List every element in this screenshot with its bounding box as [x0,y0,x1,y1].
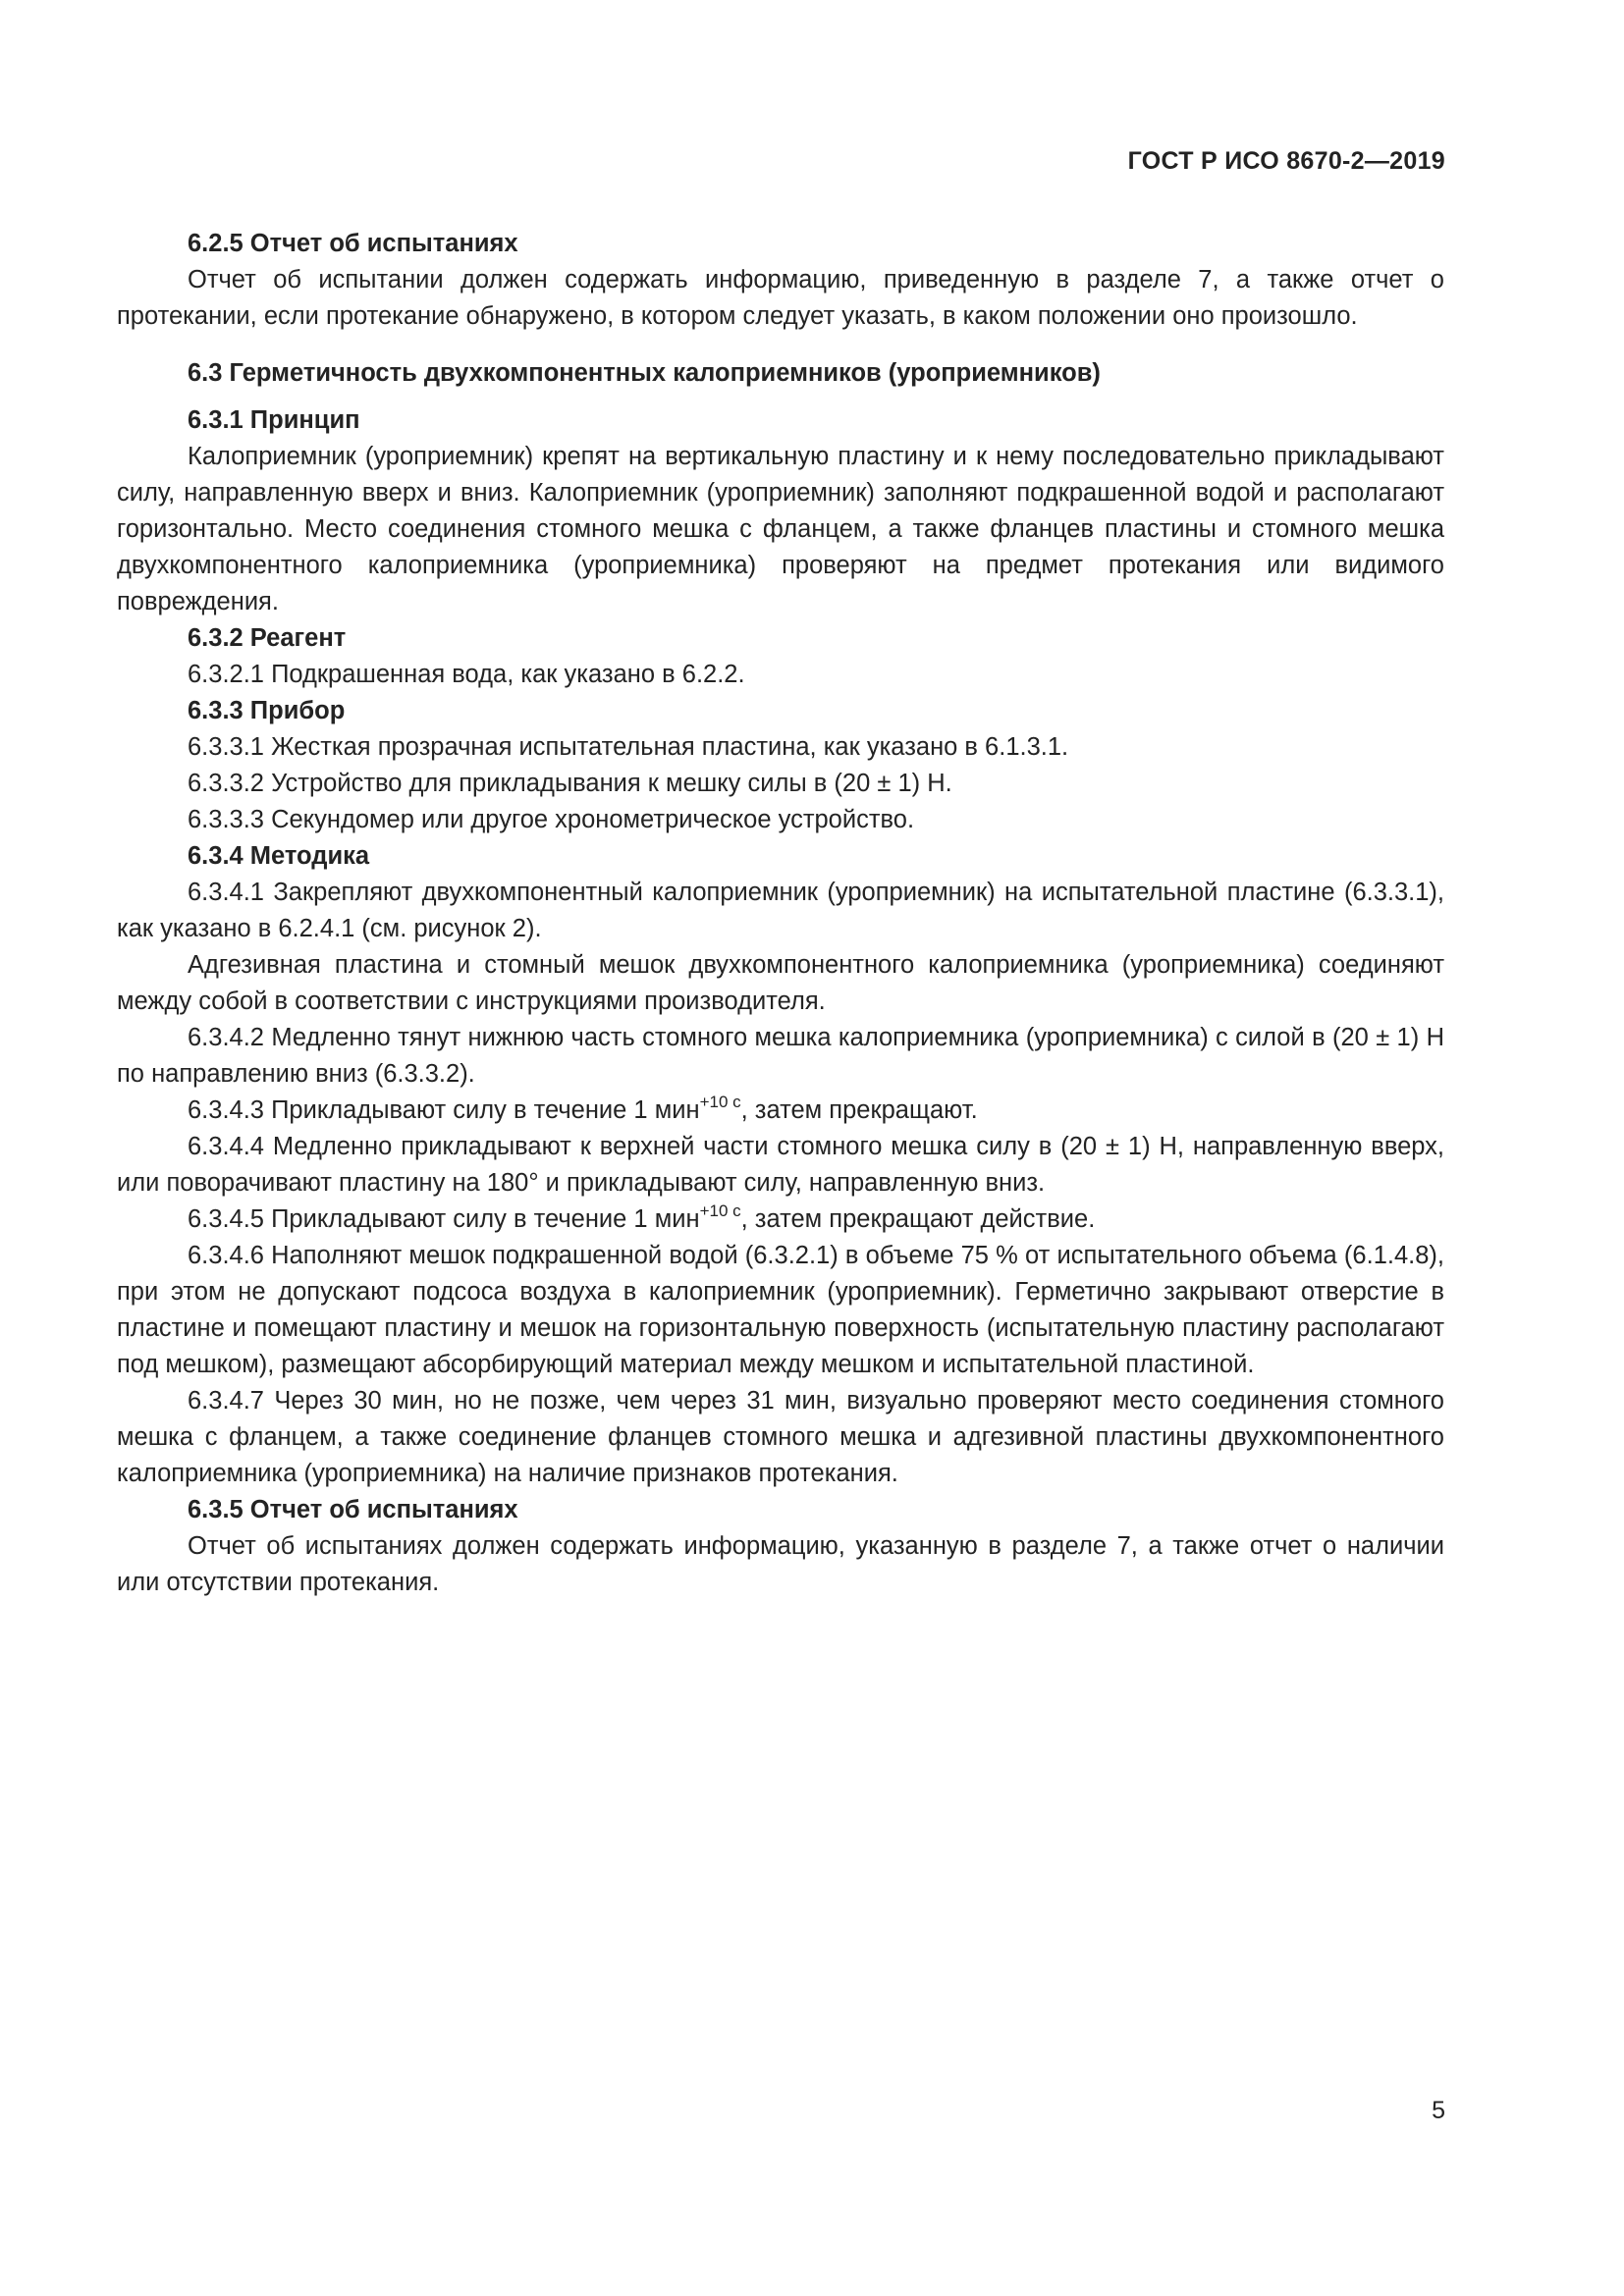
paragraph: 6.3.3.1 Жесткая прозрачная испытательная пластина, как указано в 6.1.3.1. [188,733,1069,761]
section-heading-6-2-5: 6.2.5 Отчет об испытаниях [188,230,518,257]
paragraph-text: 6.3.4.3 Прикладывают силу в течение 1 мин [188,1096,700,1124]
paragraph: 6.3.4.4 Медленно прикладывают к верхней части стомного мешка силу в (20 ± 1) Н, направленную вверх, или поворачивают пластину на 180° и прикладывают силу, направленную вниз. [117,1133,1444,1197]
paragraph: 6.3.4.6 Наполняют мешок подкрашенной водой (6.3.2.1) в объеме 75 % от испытательного объема (6.1.4.8), при этом не допускают подсоса воздуха в калоприемник (уроприемник). Герметично закрывают отверстие в пластине и помещают пластину и мешок на горизонтальную поверхность (испытательную пластину располагают под мешком), размещают абсорбирующий материал между мешком и испытательной пластиной. [117,1242,1444,1378]
paragraph [117,1201,1444,1238]
section-heading-6-3-5: 6.3.5 Отчет об испытаниях [188,1496,518,1523]
paragraph-text: , затем прекращают. [740,1096,978,1124]
paragraph: 6.3.4.7 Через 30 мин, но не позже, чем через 31 мин, визуально проверяют место соединения стомного мешка с фланцем, а также соединение фланцев стомного мешка и адгезивной пластины двухкомпонентного калоприемника (уроприемника) на наличие признаков протекания. [117,1387,1444,1487]
page-content [117,226,1444,1601]
section-heading-6-3-1: 6.3.1 Принцип [188,406,360,434]
page-number: 5 [1432,2097,1445,2124]
paragraph-text: 6.3.4.5 Прикладывают силу в течение 1 мин [188,1205,700,1233]
paragraph: 6.3.4.2 Медленно тянут нижнюю часть стомного мешка калоприемника (уроприемника) с силой в (20 ± 1) Н по направлению вниз (6.3.3.2). [117,1024,1444,1088]
section-heading-6-3: 6.3 Герметичность двухкомпонентных калоприемников (уроприемников) [188,359,1101,387]
standard-designation: ГОСТ Р ИСО 8670-2—2019 [1127,147,1445,175]
paragraph: 6.3.3.3 Секундомер или другое хронометрическое устройство. [188,806,915,833]
paragraph-text: , затем прекращают действие. [740,1205,1096,1233]
paragraph: Отчет об испытаниях должен содержать информацию, указанную в разделе 7, а также отчет о наличии или отсутствии протекания. [117,1532,1444,1596]
section-heading-6-3-3: 6.3.3 Прибор [188,697,346,724]
paragraph: 6.3.2.1 Подкрашенная вода, как указано в 6.2.2. [188,661,745,688]
paragraph [117,1093,1444,1129]
section-heading-6-3-4: 6.3.4 Методика [188,842,370,870]
paragraph: Отчет об испытании должен содержать информацию, приведенную в разделе 7, а также отчет о протекании, если протекание обнаружено, в котором следует указать, в каком положении оно произошло. [117,266,1444,330]
time-tolerance-superscript: +10 с [699,1201,741,1220]
time-tolerance-superscript: +10 с [699,1093,741,1111]
paragraph: 6.3.3.2 Устройство для прикладывания к мешку силы в (20 ± 1) Н. [188,770,952,797]
paragraph: 6.3.4.1 Закрепляют двухкомпонентный калоприемник (уроприемник) на испытательной пластине (6.3.3.1), как указано в 6.2.4.1 (см. рисунок 2). [117,879,1444,942]
paragraph: Калоприемник (уроприемник) крепят на вертикальную пластину и к нему последовательно прикладывают силу, направленную вверх и вниз. Калоприемник (уроприемник) заполняют подкрашенной водой и располагают горизонтально. Место соединения стомного мешка с фланцем, а также фланцев пластины и стомного мешка двухкомпонентного калоприемника (уроприемника) проверяют на предмет протекания или видимого повреждения. [117,443,1444,615]
section-heading-6-3-2: 6.3.2 Реагент [188,624,347,652]
paragraph: Адгезивная пластина и стомный мешок двухкомпонентного калоприемника (уроприемника) соединяют между собой в соответствии с инструкциями производителя. [117,951,1444,1015]
